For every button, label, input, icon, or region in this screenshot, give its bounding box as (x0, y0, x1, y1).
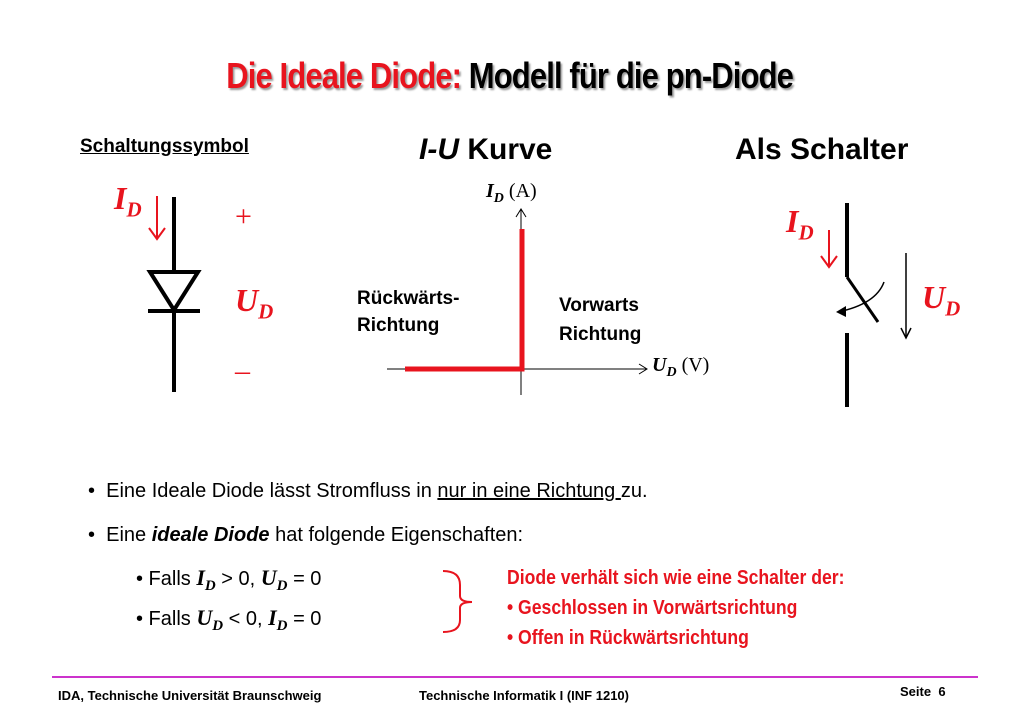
diode-symbol (148, 197, 200, 392)
forward-line1: Vorwarts (559, 295, 639, 316)
sub-bullet-1-var2-sub: D (276, 578, 288, 594)
symbol-voltage-label (235, 282, 273, 324)
sub-bullet-2-var1: U (196, 605, 213, 630)
axis-y-sub: D (493, 191, 504, 206)
sub-bullet-1 (136, 565, 321, 595)
bullet-dot: • (88, 480, 107, 502)
bullet-2-pre: Eine (106, 524, 152, 546)
sub-bullet-1-pre: • Falls (136, 568, 197, 590)
axis-y-unit: (A) (503, 180, 537, 202)
sub-bullet-1-end: = 0 (287, 568, 322, 590)
symbol-current-label (114, 180, 142, 222)
bullet-1 (88, 480, 648, 503)
sub-bullet-2-var2-sub: D (276, 618, 288, 634)
bullet-1-pre: Eine Ideale Diode lässt Stromfluss in (106, 480, 438, 502)
note-line2: • Geschlossen in Vorwärtsrichtung (507, 597, 798, 619)
footer-page-label: Seite (900, 684, 932, 699)
sub-bullet-2-mid: < 0, (223, 608, 269, 630)
symbol-voltage-main: U (235, 282, 259, 318)
axis-x-sub: D (666, 365, 677, 380)
sub-bullet-1-mid: > 0, (215, 568, 261, 590)
axis-x-label (652, 354, 709, 381)
footer-center: Technische Informatik I (INF 1210) (419, 688, 629, 703)
sub-bullet-2-var1-sub: D (212, 618, 224, 634)
reverse-direction-label (357, 285, 459, 339)
note-line1: Diode verhält sich wie eine Schalter der: (507, 567, 845, 589)
heading-iu-italic: I-U (419, 133, 459, 166)
switch-current-main: I (786, 203, 799, 239)
forward-line2: Richtung (559, 324, 642, 345)
heading-iu-rest: Kurve (459, 133, 553, 166)
switch-current-sub: D (798, 220, 814, 245)
sub-bullet-2-end: = 0 (287, 608, 322, 630)
switch-current-arrow (821, 230, 837, 267)
switch-voltage-arrow (901, 253, 911, 338)
symbol-current-main: I (114, 180, 127, 216)
title-part2: Modell für die pn-Diode (468, 55, 794, 96)
bullet-2 (88, 524, 523, 547)
bullet-2-post: hat folgende Eigenschaften: (269, 524, 524, 546)
switch-voltage-sub: D (945, 296, 961, 321)
symbol-plus: + (235, 200, 252, 233)
footer-left: IDA, Technische Universität Braunschweig (58, 688, 322, 703)
axis-x-main: U (652, 354, 667, 376)
axis-x-unit: (V) (676, 354, 710, 376)
symbol-current-sub: D (126, 197, 142, 222)
bullet-dot: • (88, 524, 107, 546)
bullet-1-post: zu. (620, 480, 648, 502)
footer-page-number: 6 (938, 684, 946, 699)
reverse-line2: Richtung (357, 315, 440, 336)
sub-bullet-1-var1: I (196, 565, 205, 590)
bullet-2-em: ideale Diode (151, 524, 270, 546)
symbol-minus: – (235, 354, 250, 387)
curly-brace (443, 571, 472, 632)
sub-bullet-2-pre: • Falls (136, 608, 197, 630)
sub-bullet-2 (136, 605, 321, 635)
heading-als-schalter: Als Schalter (735, 133, 909, 166)
heading-schaltungssymbol: Schaltungssymbol (80, 136, 249, 157)
sub-bullet-1-var1-sub: D (204, 578, 216, 594)
switch-voltage-main: U (922, 279, 946, 315)
title-part1: Die Ideale Diode: (226, 55, 462, 96)
bullet-1-underline: nur in eine Richtung (437, 480, 621, 502)
sub-bullet-1-var2: U (260, 565, 277, 590)
forward-direction-label (559, 291, 641, 349)
note-line3: • Offen in Rückwärtsrichtung (507, 627, 749, 649)
switch-symbol (836, 203, 884, 407)
symbol-voltage-sub: D (258, 299, 274, 324)
switch-current-label (786, 203, 814, 245)
axis-y-main: I (486, 180, 494, 202)
footer-page (900, 684, 946, 699)
heading-iu-kurve (419, 133, 552, 167)
axis-y-label (486, 180, 537, 207)
switch-voltage-label (922, 279, 960, 321)
sub-bullet-2-var2: I (268, 605, 277, 630)
reverse-line1: Rückwärts- (357, 288, 460, 309)
diode-current-arrow (149, 196, 165, 239)
